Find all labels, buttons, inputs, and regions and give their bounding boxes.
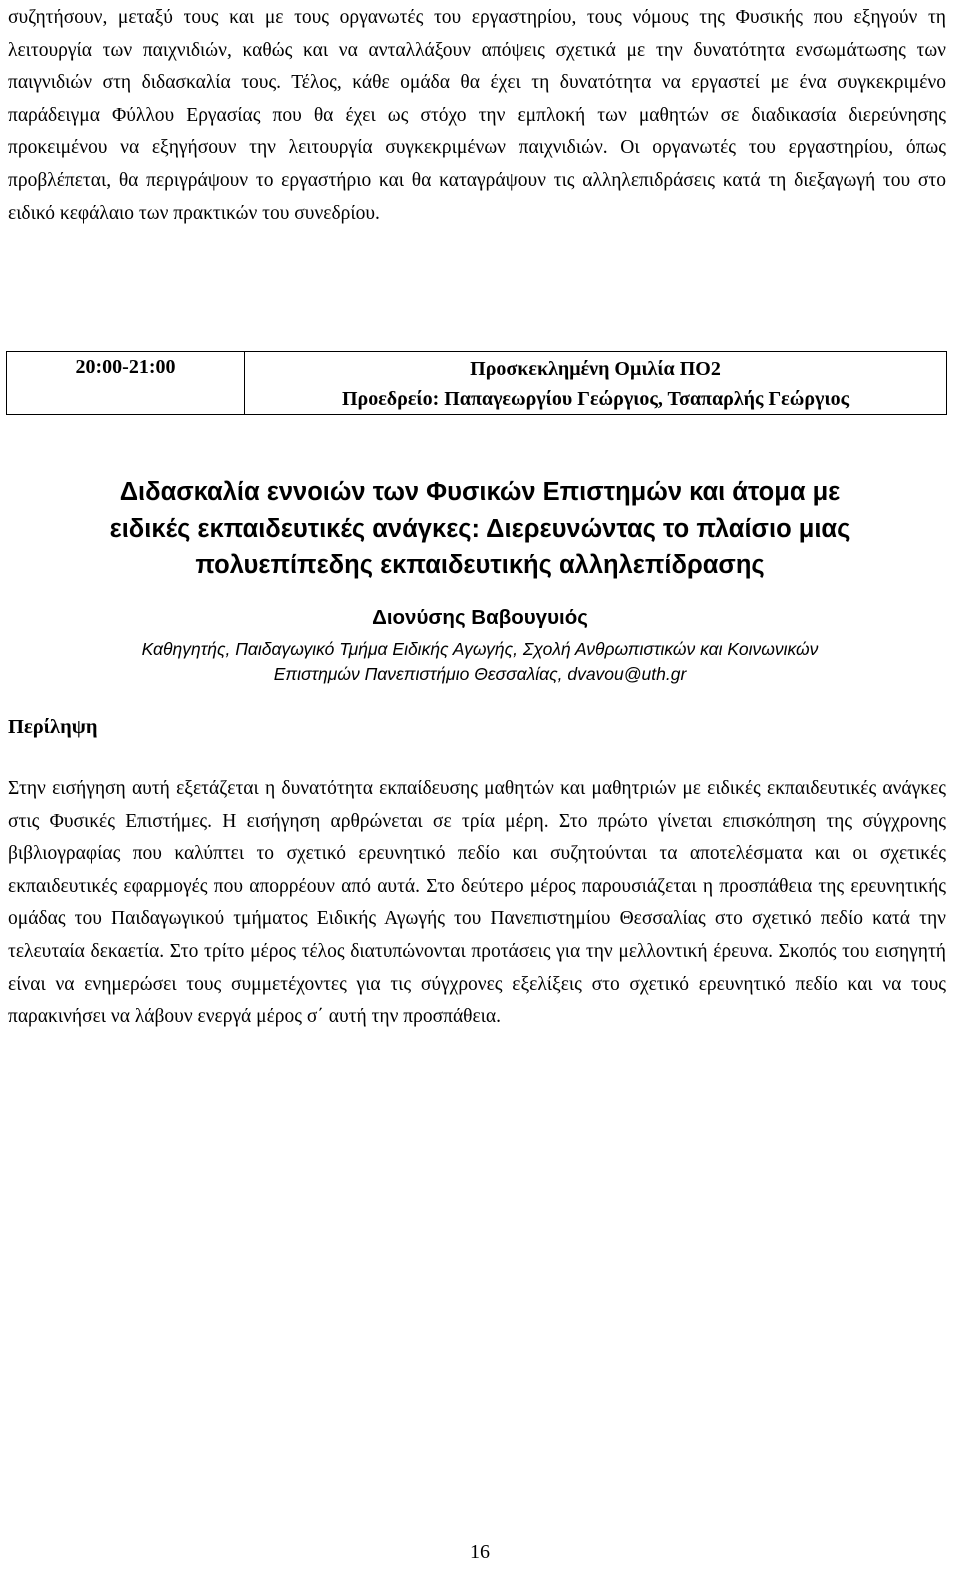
- session-title: Προσκεκλημένη Ομιλία ΠΟ2: [470, 358, 721, 380]
- paper-title-line: ειδικές εκπαιδευτικές ανάγκες: Διερευνώντας το πλαίσιο μιας: [109, 514, 851, 543]
- paper-title-line: Διδασκαλία εννοιών των Φυσικών Επιστημών και άτομα με: [119, 478, 841, 506]
- abstract-heading: Περίληψη: [8, 716, 98, 738]
- intro-paragraph: συζητήσουν, μεταξύ τους και με τους οργανωτές του εργαστηρίου, τους νόμους της Φυσικής που εξηγούν τη λειτουργία των παιχνιδιών, καθώς και να ανταλλάξουν απόψεις σχετικά με την δυνατότητα ενσωμάτωσης των παιγνιδιών στη διδασκαλία τους. Τέλος, κάθε ομάδα θα έχει τη δυνατότητα να εργαστεί με ένα συγκεκριμένο παράδειγμα Φύλλου Εργασίας που θα έχει ως στόχο την εμπλοκή των μαθητών σε διαδικασία διερεύνησης προκειμένου να εξηγήσουν την λειτουργία συγκεκριμένων παιχνιδιών. Οι οργανωτές του εργαστηρίου, όπως προβλέπεται, θα περιγράψουν το εργαστήριο και θα καταγράψουν τις αλληλεπιδράσεις κατά τη διεξαγωγή του στο ειδικό κεφάλαιο των πρακτικών του συνεδρίου.: [8, 7, 946, 224]
- session-table: [6, 351, 947, 415]
- session-info: [245, 352, 947, 415]
- affiliation-line: Καθηγητής, Παιδαγωγικό Τμήμα Ειδικής Αγωγής, Σχολή Ανθρωπιστικών και Κοινωνικών: [141, 639, 819, 659]
- author-name: Διονύσης Βαβουγυιός: [372, 606, 588, 629]
- author-affiliation: [0, 637, 960, 687]
- paper-title: [0, 474, 960, 584]
- abstract-body: Στην εισήγηση αυτή εξετάζεται η δυνατότητα εκπαίδευσης μαθητών και μαθητριών με ειδικές εκπαιδευτικές ανάγκες στις Φυσικές Επιστήμες. Η εισήγηση αρθρώνεται σε τρία μέρη. Στο πρώτο γίνεται επισκόπηση της σύγχρονης βιβλιογραφίας που καλύπτει το σχετικό ερευνητικό πεδίο και συζητούνται τα αποτελέσματα και οι σχετικές εκπαιδευτικές εφαρμογές που απορρέουν από αυτά. Στο δεύτερο μέρος παρουσιάζεται η προσπάθεια της ερευνητικής ομάδας του Παιδαγωγικού τμήματος Ειδικής Αγωγής του Πανεπιστημίου Θεσσαλίας στο σχετικό πεδίο κατά την τελευταία δεκαετία. Στο τρίτο μέρος τέλος διατυπώνονται προτάσεις για την μελλοντική έρευνα. Σκοπός του εισηγητή είναι να ενημερώσει τους συμμετέχοντες για τις σύγχρονες εξελίξεις στο σχετικό ερευνητικό πεδίο και να τους παρακινήσει να λάβουν ενεργά μέρος σ΄ αυτή την προσπάθεια.: [8, 778, 946, 1028]
- affiliation-line: Επιστημών Πανεπιστήμιο Θεσσαλίας, dvavou@uth.gr: [273, 664, 687, 684]
- session-time: 20:00-21:00: [7, 352, 245, 415]
- session-row: [7, 352, 947, 415]
- session-chairs: Προεδρείο: Παπαγεωργίου Γεώργιος, Τσαπαρλής Γεώργιος: [341, 388, 850, 410]
- page-number: 16: [470, 1541, 490, 1563]
- paper-title-line: πολυεπίπεδης εκπαιδευτικής αλληλεπίδρασης: [195, 551, 765, 579]
